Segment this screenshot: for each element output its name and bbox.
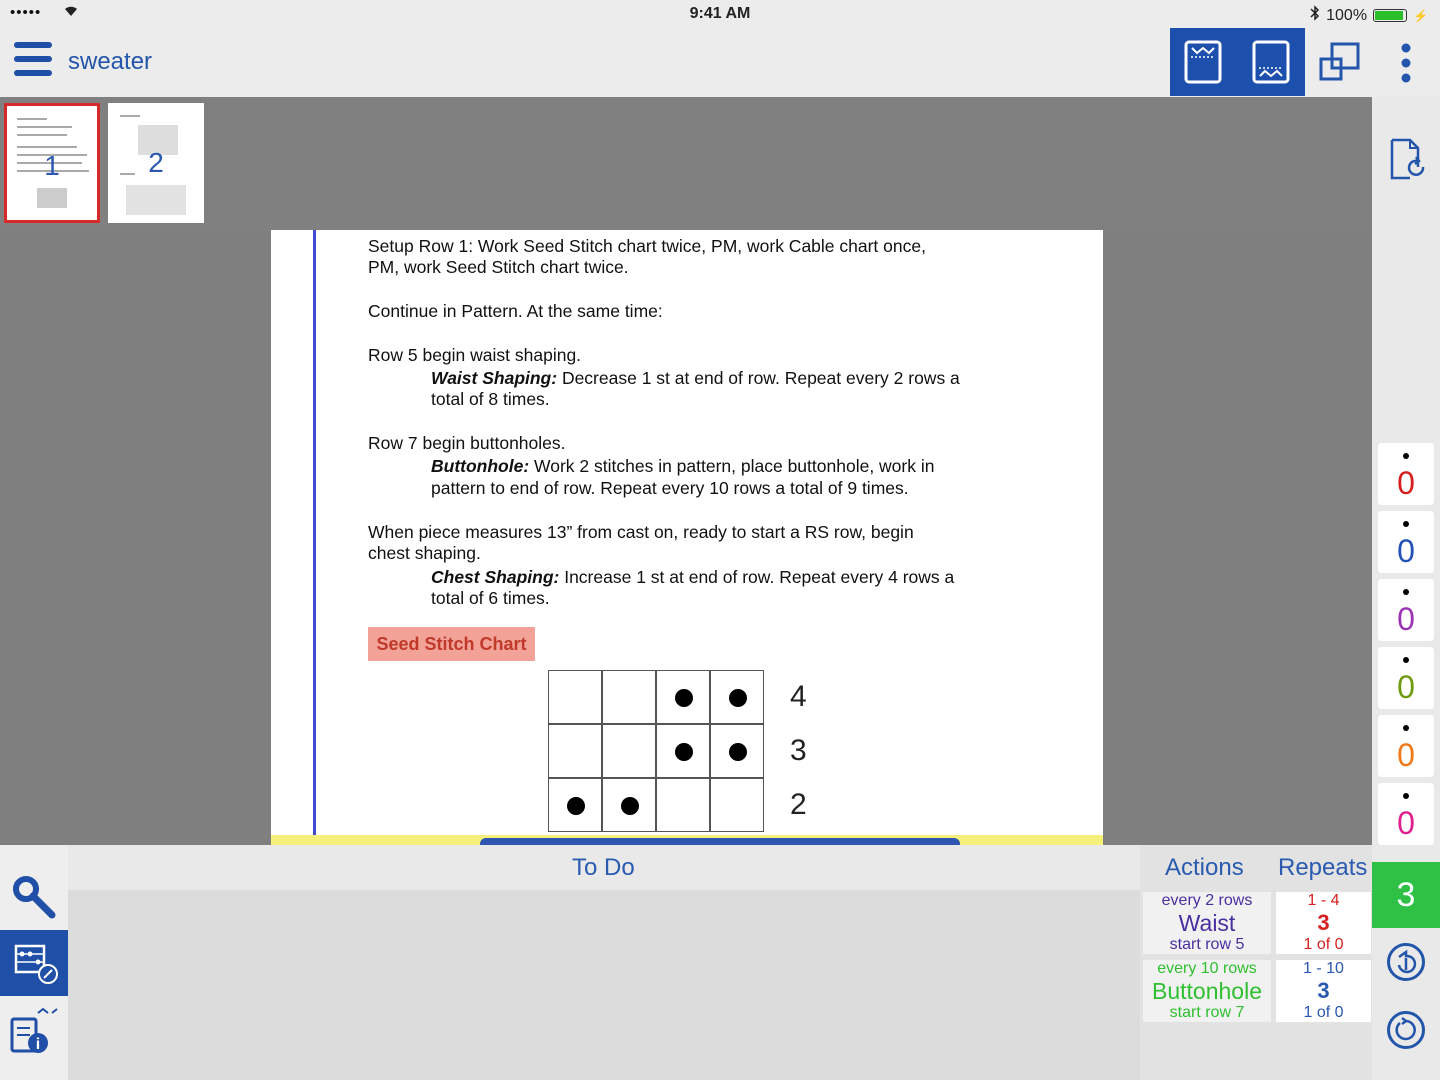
thumbnail-label: 2 (148, 147, 164, 178)
action-item-buttonhole[interactable] (1143, 960, 1271, 1022)
counter-1[interactable] (1378, 443, 1434, 505)
stitch-dot (567, 797, 585, 815)
view-mode-group (1170, 28, 1305, 96)
top-toolbar (0, 28, 1440, 97)
action-name: Buttonhole (1152, 978, 1262, 1004)
chest-intro-2: chest shaping. (368, 543, 481, 563)
chart-row-number: 2 (790, 788, 807, 821)
repeats-header: Repeats (1278, 854, 1368, 881)
page-thumbnail-1[interactable] (4, 103, 100, 223)
counter-value: 0 (1397, 601, 1415, 637)
stitch-dot (675, 743, 693, 761)
left-toolbar (0, 845, 68, 1080)
undo-icon (1390, 946, 1422, 978)
continue-text: Continue in Pattern. At the same time: (368, 301, 663, 321)
more-options-icon[interactable] (1398, 42, 1414, 89)
row-counter[interactable]: 3 (1372, 862, 1440, 928)
todo-label: To Do (572, 854, 635, 881)
status-bar (0, 0, 1440, 28)
thumbnail-label: 1 (44, 150, 60, 181)
row5-text: Row 5 begin waist shaping. (368, 345, 582, 365)
menu-icon[interactable] (14, 42, 52, 82)
battery-icon (1373, 9, 1407, 22)
repeat-count: 3 (1317, 978, 1330, 1003)
signal-indicator: ••••• (10, 4, 42, 21)
page-thumbnail-2[interactable] (108, 103, 204, 223)
counter-marker (1403, 453, 1409, 459)
chart-title: Seed Stitch Chart (368, 627, 535, 661)
counter-5[interactable] (1378, 715, 1434, 777)
setup-line-1: Setup Row 1: Work Seed Stitch chart twice, PM, work Cable chart once, (368, 236, 926, 256)
pattern-page (271, 230, 1103, 845)
chart-cell (656, 724, 710, 778)
stitch-dot (729, 743, 747, 761)
abacus-link-icon (0, 930, 68, 996)
chest-intro-1: When piece measures 13” from cast on, ready to start a RS row, begin (368, 522, 914, 542)
counter-marker (1403, 657, 1409, 663)
row7-text: Row 7 begin buttonholes. (368, 433, 566, 453)
action-item-waist[interactable] (1143, 892, 1271, 954)
action-name: Waist (1178, 910, 1236, 936)
row-marker-line[interactable] (313, 230, 316, 845)
waist-line-2: total of 8 times. (431, 389, 550, 409)
repeat-progress: 1 of 0 (1303, 936, 1344, 953)
buttonhole-text: Work 2 stitches in pattern, place buttonhole, work in (529, 456, 935, 476)
repeat-item-waist[interactable] (1276, 892, 1371, 954)
counter-4[interactable] (1378, 647, 1434, 709)
repeat-range: 1 - 10 (1303, 960, 1344, 977)
pattern-info-icon[interactable] (8, 1003, 60, 1064)
repeat-item-buttonhole[interactable] (1276, 960, 1371, 1022)
counter-2[interactable] (1378, 511, 1434, 573)
counter-6[interactable] (1378, 783, 1434, 845)
waist-line-1 (431, 368, 960, 389)
battery-percent: 100% (1326, 6, 1368, 24)
status-time: 9:41 AM (689, 5, 751, 22)
action-frequency: every 10 rows (1157, 960, 1257, 977)
copy-page-icon[interactable] (1318, 41, 1362, 90)
reset-button[interactable] (1387, 1011, 1425, 1049)
document-viewer[interactable] (0, 230, 1372, 845)
chest-line-1 (431, 567, 954, 588)
chart-row-number: 4 (790, 680, 807, 713)
chart-cell (656, 778, 710, 832)
buttonhole-label: Buttonhole: (431, 456, 530, 476)
undo-row-button[interactable] (1387, 943, 1425, 981)
counter-value: 0 (1397, 805, 1415, 841)
page-top-view-button[interactable] (1184, 40, 1222, 84)
counter-value: 0 (1397, 465, 1415, 501)
action-start: start row 7 (1169, 1004, 1245, 1021)
counter-value: 0 (1397, 533, 1415, 569)
page-thumbnail-strip (0, 97, 1372, 230)
stitch-dot (621, 797, 639, 815)
counter-marker (1403, 589, 1409, 595)
chart-row-number: 3 (790, 734, 807, 767)
chart-cell (656, 670, 710, 724)
actions-header: Actions (1165, 854, 1244, 881)
chart-cell (602, 670, 656, 724)
counter-value: 0 (1397, 737, 1415, 773)
chart-cell (548, 670, 602, 724)
page-bottom-view-button[interactable] (1252, 40, 1290, 84)
bluetooth-icon (1310, 5, 1320, 26)
right-sidebar (1372, 97, 1440, 845)
counter-value: 0 (1397, 669, 1415, 705)
charging-icon: ⚡ (1413, 8, 1428, 23)
chart-cell (710, 670, 764, 724)
counter-3[interactable] (1378, 579, 1434, 641)
todo-list[interactable] (68, 890, 1140, 1080)
search-icon[interactable] (12, 875, 56, 924)
waist-label: Waist Shaping: (431, 368, 558, 388)
chart-cell (602, 724, 656, 778)
chart-cell (710, 724, 764, 778)
chest-label: Chest Shaping: (431, 567, 560, 587)
page-refresh-icon[interactable] (1388, 137, 1428, 186)
document-title: sweater (68, 48, 153, 75)
chart-cell (710, 778, 764, 832)
action-frequency: every 2 rows (1161, 892, 1253, 909)
buttonhole-line-1 (431, 456, 934, 477)
repeat-range: 1 - 4 (1307, 892, 1340, 909)
chest-text: Increase 1 st at end of row. Repeat every 4 rows a (559, 567, 955, 587)
chest-line-2: total of 6 times. (431, 588, 550, 608)
waist-text: Decrease 1 st at end of row. Repeat every 2 rows a (557, 368, 960, 388)
counter-marker (1403, 725, 1409, 731)
chart-cell (602, 778, 656, 832)
chart-cell (548, 724, 602, 778)
reset-icon (1390, 1014, 1422, 1046)
svg-text:i: i (35, 1036, 41, 1053)
counter-marker (1403, 793, 1409, 799)
buttonhole-line-2: pattern to end of row. Repeat every 10 rows a total of 9 times. (431, 478, 909, 498)
action-start: start row 5 (1169, 936, 1245, 953)
counter-links-button[interactable] (0, 930, 68, 996)
counter-marker (1403, 521, 1409, 527)
stitch-dot (729, 689, 747, 707)
stitch-dot (675, 689, 693, 707)
repeat-count: 3 (1317, 910, 1330, 935)
todo-header (68, 845, 1140, 890)
repeat-progress: 1 of 0 (1303, 1004, 1344, 1021)
chart-cell (548, 778, 602, 832)
setup-line-2: PM, work Seed Stitch chart twice. (368, 257, 629, 277)
